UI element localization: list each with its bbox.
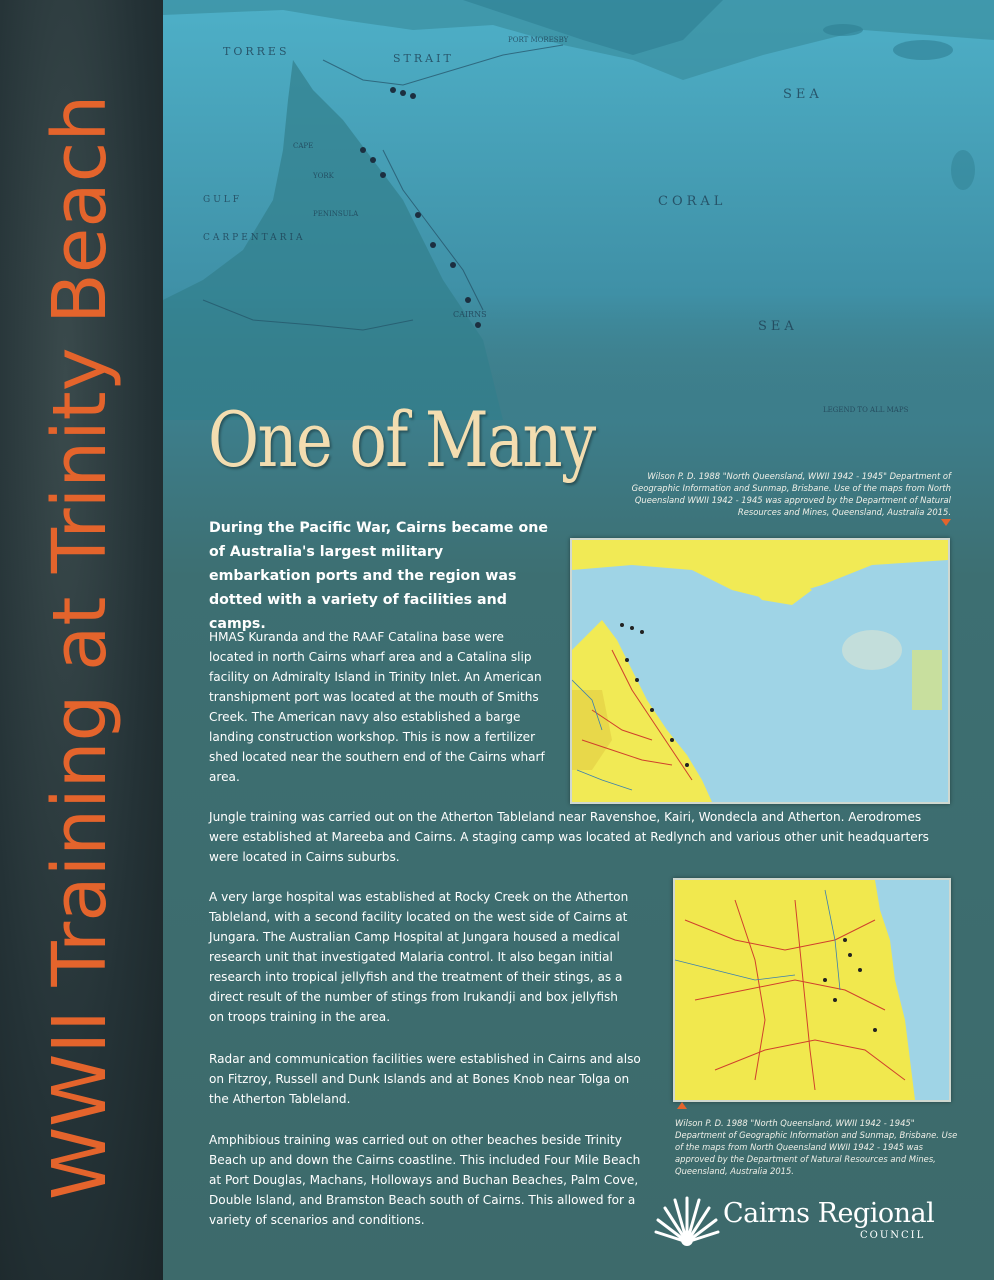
- map-label-torres: TORRES: [223, 45, 290, 58]
- map-label-port-moresby: PORT MORESBY: [508, 36, 569, 44]
- council-label: COUNCIL: [860, 1230, 926, 1241]
- map-credit-top: Wilson P. D. 1988 "North Queensland, WWII 1942 - 1945" Department of Geographic Information and Sunmap, Brisbane. Use of the maps from North Queensland WWII 1942 - 1945 was approved by the Department of Natural Resources and Mines, Queensland, Australia 2015.: [631, 471, 951, 517]
- map-label-gulf: GULF: [203, 195, 242, 205]
- map-label-coral: CORAL: [658, 194, 727, 209]
- map-label-sea-1: SEA: [783, 87, 823, 102]
- map-credit-bottom: Wilson P. D. 1988 "North Queensland, WWII 1942 - 1945" Department of Geographic Information and Sunmap, Brisbane. Use of the maps from North Queensland WWII 1942 - 1945 was approved by the Department of Natural Resources and Mines, Queensland, Australia 2015.: [675, 1118, 958, 1176]
- paragraph-wharf: HMAS Kuranda and the RAAF Catalina base were located in north Cairns wharf area and a Catalina slip facility on Admiralty Island in Trinity Inlet. An American transhipment port was located at the mouth of Smiths Creek. The American navy also established a barge landing construction workshop. This is now a fertilizer shed located near the southern end of the Cairns wharf area.: [209, 630, 545, 784]
- page-title: One of Many: [208, 395, 595, 484]
- paragraph-jungle-training: Jungle training was carried out on the Atherton Tableland near Ravenshoe, Kairi, Wondecla and Atherton. Aerodromes were established at Mareeba and Cairns. A staging camp was located at Redlynch and various other unit headquarters were located in Cairns suburbs.: [209, 810, 929, 864]
- paragraph-hospital: A very large hospital was established at Rocky Creek on the Atherton Tableland, with a second facility located on the west side of Cairns at Jungara. The Australian Camp Hospital at Jungara housed a medical research unit that investigated Malaria control. It also began initial research into tropical jellyfish and the treatment of their stings, as a direct result of the number of stings from Irukandji and box jellyfish on troops training in the area.: [209, 890, 629, 1024]
- map-label-cairns: CAIRNS: [453, 310, 487, 319]
- triangle-up-icon: [677, 1102, 687, 1109]
- main-panel: [163, 0, 994, 1280]
- paragraph-amphibious: Amphibious training was carried out on other beaches beside Trinity Beach up and down the Cairns coastline. This included Four Mile Beach at Port Douglas, Machans, Holloways and Buchan Beaches, Palm Cove, Double Island, and Bramston Beach south of Cairns. This allowed for a variety of scenarios and conditions.: [209, 1133, 641, 1227]
- map-label-cape: CAPE: [293, 142, 314, 150]
- map-label-sea-2: SEA: [758, 319, 798, 334]
- map-label-strait: STRAIT: [393, 52, 454, 65]
- triangle-down-icon: [941, 519, 951, 526]
- map-label-carpentaria: CARPENTARIA: [203, 233, 306, 243]
- map-label-peninsula: PENINSULA: [313, 210, 359, 218]
- map-label-legend: LEGEND TO ALL MAPS: [823, 406, 909, 414]
- fan-palm-icon: [653, 1190, 721, 1248]
- side-title: WWII Training at Trinity Beach: [37, 94, 123, 1200]
- side-banner: [0, 0, 163, 1280]
- map-image-cape-york: [570, 538, 950, 804]
- paragraph-radar: Radar and communication facilities were established in Cairns and also on Fitzroy, Russell and Dunk Islands and at Bones Knob near Tolga on the Atherton Tableland.: [209, 1052, 641, 1106]
- council-name: Cairns Regional: [723, 1198, 935, 1229]
- council-logo: [653, 1190, 953, 1250]
- header-map: [163, 0, 994, 420]
- map-image-atherton: [673, 878, 951, 1102]
- map-label-york: YORK: [313, 172, 334, 180]
- lead-paragraph: During the Pacific War, Cairns became one of Australia's largest military embarkation ports and the region was dotted with a variety of facilities and camps.: [209, 520, 548, 632]
